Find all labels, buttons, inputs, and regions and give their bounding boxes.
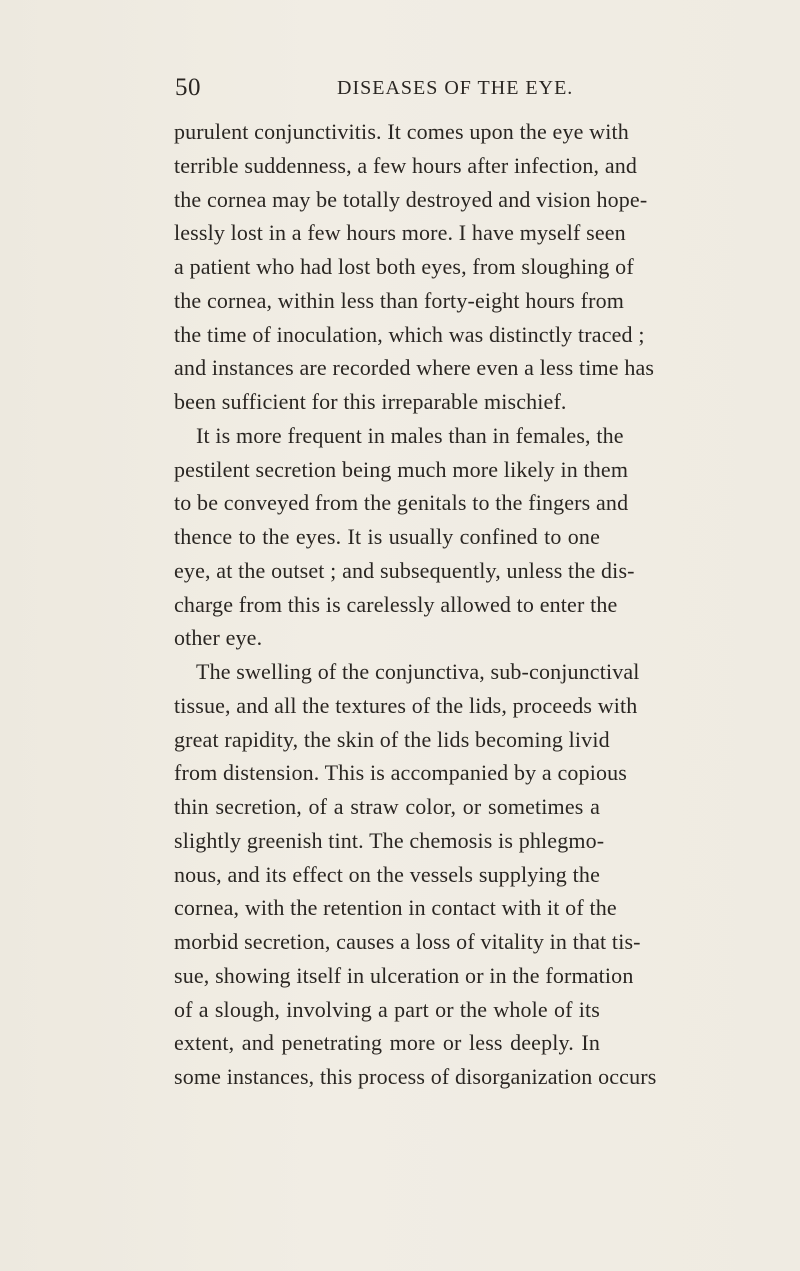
text-line: extent, and penetrating more or less deeply. In	[174, 1030, 600, 1056]
text-line: other eye.	[174, 625, 263, 651]
text-line: been sufficient for this irreparable mischief.	[174, 389, 567, 414]
text-line: to be conveyed from the genitals to the fingers and	[174, 490, 629, 516]
text-line: nous, and its effect on the vessels supplying the	[174, 861, 600, 887]
text-line: some instances, this process of disorganization occurs	[174, 1064, 657, 1089]
text-line: pestilent secretion being much more likely in them	[174, 456, 629, 482]
running-head	[175, 74, 600, 108]
text-line: charge from this is carelessly allowed to enter the	[174, 591, 618, 617]
text-line: the cornea, within less than forty-eight hours from	[174, 287, 624, 313]
text-line: tissue, and all the textures of the lids, proceeds with	[174, 692, 638, 718]
text-line: eye, at the outset ; and subsequently, unless the dis-	[174, 557, 635, 583]
text-line: terrible suddenness, a few hours after infection, and	[174, 152, 638, 178]
text-line: great rapidity, the skin of the lids becoming livid	[174, 726, 610, 752]
text-line: slightly greenish tint. The chemosis is phlegmo-	[174, 827, 605, 853]
text-line: sue, showing itself in ulceration or in the formation	[174, 962, 634, 988]
body-text	[174, 115, 657, 1094]
text-line: thence to the eyes. It is usually confined to one	[174, 524, 600, 549]
text-line: morbid secretion, causes a loss of vitality in that tis-	[174, 929, 641, 954]
page-number: 50	[175, 74, 201, 101]
text-line: cornea, with the retention in contact with it of the	[174, 895, 617, 921]
text-line: It is more frequent in males than in females, the	[196, 422, 624, 448]
text-line: of a slough, involving a part or the whole of its	[174, 996, 600, 1022]
running-title: DISEASES OF THE EYE.	[337, 77, 574, 99]
text-line: purulent conjunctivitis. It comes upon the eye with	[174, 119, 629, 144]
text-line: the time of inoculation, which was distinctly traced ;	[174, 321, 645, 347]
text-line: The swelling of the conjunctiva, sub-conjunctival	[196, 659, 640, 684]
text-line: lessly lost in a few hours more. I have myself seen	[174, 220, 626, 246]
text-line: thin secretion, of a straw color, or sometimes a	[174, 794, 600, 819]
text-line: a patient who had lost both eyes, from sloughing of	[174, 254, 634, 279]
text-line: the cornea may be totally destroyed and vision hope-	[174, 186, 648, 212]
text-line: and instances are recorded where even a less time has	[174, 355, 655, 381]
text-line: from distension. This is accompanied by a copious	[174, 760, 627, 786]
